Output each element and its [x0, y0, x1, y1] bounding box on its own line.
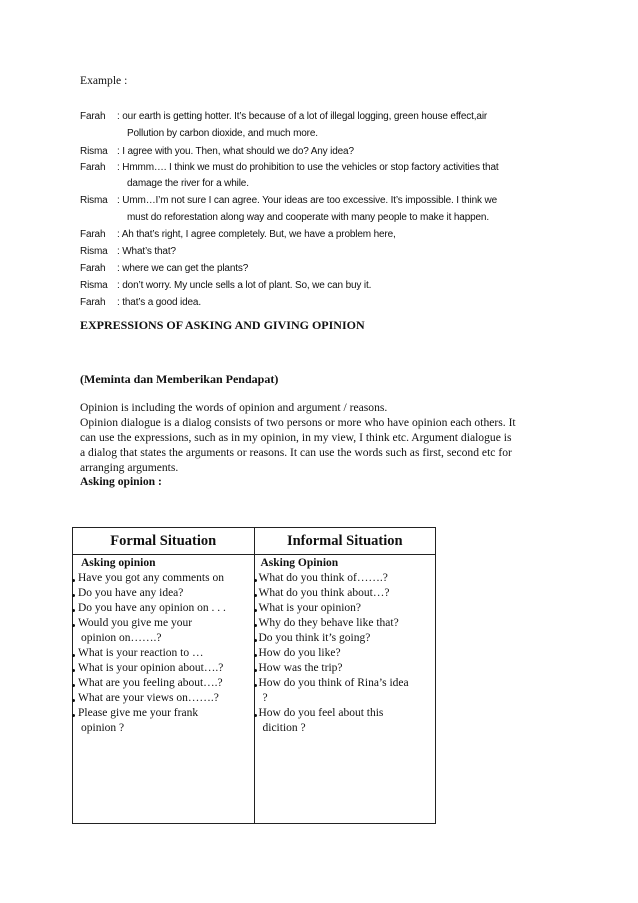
informal-header: Informal Situation [254, 528, 436, 555]
bullet [254, 714, 257, 717]
list-item: How do you think of Rina’s idea [258, 677, 409, 689]
bullet [72, 669, 75, 672]
paragraph-line: Opinion dialogue is a dialog consists of two persons or more who have opinion each others. It [80, 416, 516, 429]
bullet [254, 624, 257, 627]
dialogue-line: : What’s that? [117, 246, 176, 257]
list-item: What are your views on…….? [78, 692, 219, 704]
paragraph-line: arranging arguments. [80, 461, 179, 474]
speaker: Farah [80, 263, 106, 274]
dialogue-line: : I agree with you. Then, what should we do? Any idea? [117, 146, 354, 157]
formal-column [73, 555, 255, 824]
list-item: What is your opinion? [258, 602, 362, 614]
dialogue-line: : that’s a good idea. [117, 297, 201, 308]
paragraph-line: Opinion is including the words of opinion and argument / reasons. [80, 401, 388, 414]
paragraph-line: can use the expressions, such as in my opinion, in my view, I think etc. Argument dialogue is [80, 431, 512, 444]
opinion-table [72, 527, 436, 824]
formal-header: Formal Situation [73, 528, 255, 555]
list-item: What do you think of…….? [258, 572, 388, 584]
list-item: Do you have any opinion on . . . [78, 602, 226, 614]
bullet [72, 684, 75, 687]
informal-title: Asking Opinion [260, 557, 339, 569]
dialogue-line: : our earth is getting hotter. It’s because of a lot of illegal logging, green house effect,air [117, 111, 488, 122]
bullet [72, 609, 75, 612]
list-item: What is your opinion about….? [78, 662, 224, 674]
list-item: Do you think it’s going? [258, 632, 371, 644]
bullet [72, 714, 75, 717]
dialogue-line: : Hmmm…. I think we must do prohibition to use the vehicles or stop factory activities that [117, 162, 499, 173]
dialogue-line: : Umm…I’m not sure I can agree. Your ideas are too excessive. It’s impossible. I think we [117, 195, 497, 206]
speaker: Risma [80, 195, 108, 206]
list-item: How do you feel about this [258, 707, 384, 719]
speaker: Farah [80, 162, 106, 173]
bullet [254, 639, 257, 642]
bullet [72, 624, 75, 627]
bullet [72, 579, 75, 582]
dialogue-line: damage the river for a while. [127, 178, 249, 189]
informal-column [254, 555, 436, 824]
list-item: Please give me your frank [78, 707, 199, 719]
asking-opinion-label: Asking opinion : [80, 475, 162, 488]
list-item: Would you give me your [78, 617, 193, 629]
dialogue-line: must do reforestation along way and cooperate with many people to make it happen. [127, 212, 489, 223]
list-item: What are you feeling about….? [78, 677, 223, 689]
list-item: Have you got any comments on [78, 572, 224, 584]
list-item: What is your reaction to … [78, 647, 204, 659]
dialogue-line: : where we can get the plants? [117, 263, 249, 274]
list-item: opinion on…….? [81, 632, 162, 644]
paragraph-line: a dialog that states the arguments or reasons. It can use the words such as first, second etc for [80, 446, 512, 459]
bullet [254, 579, 257, 582]
bullet [254, 684, 257, 687]
list-item: Why do they behave like that? [258, 617, 399, 629]
dialogue-line: Pollution by carbon dioxide, and much more. [127, 128, 318, 139]
list-item: opinion ? [81, 722, 125, 734]
section-heading: EXPRESSIONS OF ASKING AND GIVING OPINION [80, 318, 365, 332]
speaker: Farah [80, 229, 106, 240]
speaker: Risma [80, 280, 108, 291]
bullet [254, 654, 257, 657]
example-label: Example : [80, 74, 128, 87]
list-item: dicition ? [262, 722, 306, 734]
speaker: Farah [80, 111, 106, 122]
bullet [72, 594, 75, 597]
speaker: Risma [80, 146, 108, 157]
section-subheading: (Meminta dan Memberikan Pendapat) [80, 372, 279, 386]
bullet [72, 699, 75, 702]
formal-title: Asking opinion [81, 557, 156, 569]
speaker: Farah [80, 297, 106, 308]
dialogue-line: : don’t worry. My uncle sells a lot of plant. So, we can buy it. [117, 280, 372, 291]
bullet [254, 594, 257, 597]
speaker: Risma [80, 246, 108, 257]
list-item: How was the trip? [258, 662, 343, 674]
dialogue-line: : Ah that’s right, I agree completely. But, we have a problem here, [117, 229, 396, 240]
list-item: Do you have any idea? [78, 587, 184, 599]
bullet [254, 669, 257, 672]
bullet [72, 654, 75, 657]
bullet [254, 609, 257, 612]
list-item: How do you like? [258, 647, 341, 659]
list-item: What do you think about…? [258, 587, 390, 599]
list-item: ? [262, 692, 268, 704]
